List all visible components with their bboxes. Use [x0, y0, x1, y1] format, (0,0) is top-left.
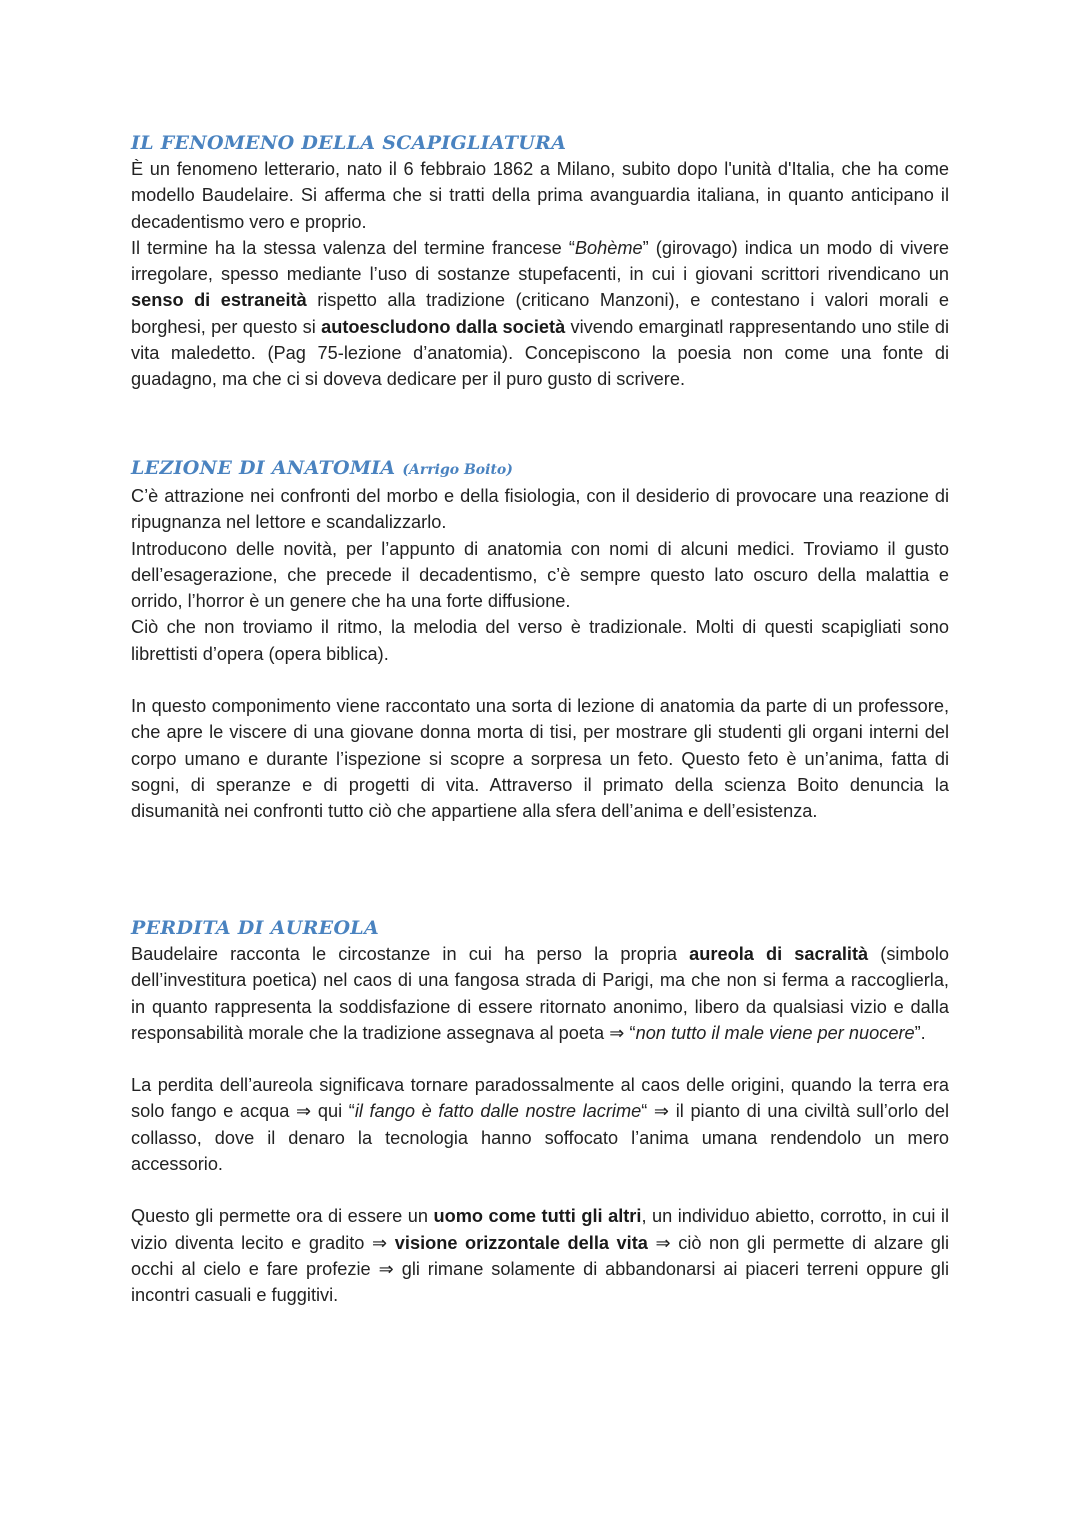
paragraph	[131, 941, 949, 1046]
section-lezione-di-anatomia	[131, 455, 949, 825]
bold-text: uomo come tutti gli altri	[433, 1206, 642, 1227]
text-run: ” (girovago) indica un modo di vivere irregolare, spesso mediante l’uso di sostanze stupefacenti, in cui i giovani scrittori rivendicano un	[131, 237, 950, 285]
bold-text: visione orizzontale della vita	[394, 1232, 648, 1253]
paragraph-gap	[131, 1046, 949, 1072]
heading-author-note: (Arrigo Boito)	[402, 462, 513, 478]
paragraph-gap	[131, 1177, 949, 1203]
paragraph	[131, 156, 949, 235]
bold-text: aureola di sacralità	[689, 944, 869, 964]
section-heading: IL FENOMENO DELLA SCAPIGLIATURA	[131, 132, 567, 154]
section-perdita-di-aureola	[131, 915, 949, 1309]
paragraph	[131, 693, 949, 824]
paragraph	[131, 1203, 949, 1308]
text-run: Introducono delle novità, per l’appunto di anatomia con nomi di alcuni medici. Troviamo il gusto dell’esagerazione, che precede il decadentismo, c’è sempre questo lato oscuro della malattia e orrido, l’horror è un genere che ha una forte diffusione.	[131, 538, 949, 612]
text-run: Il termine ha la stessa valenza del termine francese “	[131, 237, 575, 258]
section-scapigliatura	[131, 130, 949, 393]
text-run: La perdita dell’aureola significava tornare paradossalmente al caos delle origini, quando la terra era solo fango e acqua ⇒ qui “	[131, 1075, 949, 1122]
section-heading	[131, 455, 949, 483]
heading-text: LEZIONE DI ANATOMIA	[131, 457, 396, 479]
paragraph	[131, 614, 949, 667]
text-run: “ ⇒ il pianto di una civiltà sull’orlo del collasso, dove il denaro la tecnologia hanno soffocato l’anima umana rendendolo un mero accessorio.	[131, 1101, 949, 1175]
text-run: In questo componimento viene raccontato una sorta di lezione di anatomia da parte di un professore, che apre le viscere di una giovane donna morta di tisi, per mostrare gli studenti gli organi interni del corpo umano e durante l’ispezione si scopre a sorpresa un feto. Questo feto è un’anima, fatta di sogni, di speranze e di progetti di vita. Attraverso il primato della scienza Boito denuncia la disumanità nei confronti tutto ciò che appartiene alla sfera dell’anima e dell’esistenza.	[131, 696, 949, 822]
section-body	[131, 483, 949, 825]
section-body	[131, 156, 949, 393]
text-run: , un individuo abietto, corrotto, in cui il vizio diventa lecito e gradito ⇒	[131, 1206, 949, 1253]
bold-text: autoescludono dalla società	[321, 316, 566, 337]
paragraph-gap	[131, 667, 949, 693]
text-run: Ciò che non troviamo il ritmo, la melodia del verso è tradizionale. Molti di questi scapigliati sono librettisti d’opera (opera biblica).	[131, 617, 949, 664]
text-run: Questo gli permette ora di essere un	[131, 1206, 434, 1227]
bold-text: senso di estraneità	[131, 290, 307, 311]
italic-text: Bohème	[574, 237, 643, 258]
text-run: ⇒ ciò non gli permette di alzare gli occhi al cielo e fare profezie ⇒ gli rimane solamente di abbandonarsi ai piaceri terreni oppure gli incontri casuali e fuggitivi.	[131, 1232, 949, 1306]
italic-text: non tutto il male viene per nuocere	[635, 1022, 915, 1043]
text-run: vivendo emarginatl rappresentando uno stile di vita maledetto. (Pag 75-lezione d’anatomia). Concepiscono la poesia non come una fonte di guadagno, ma che ci si doveva dedicare per il puro gusto di scrivere.	[131, 316, 949, 390]
italic-text: il fango è fatto dalle nostre lacrime	[354, 1101, 642, 1122]
paragraph	[131, 483, 949, 536]
text-run: (simbolo dell’investitura poetica) nel caos di una fangosa strada di Parigi, ma che non si ferma a raccoglierla, in quanto rappresenta la soddisfazione di essere ritornato anonimo, libero da qualsiasi vizio e dalla responsabilità morale che la tradizione assegnava al poeta ⇒ “	[131, 944, 950, 1043]
text-run: C’è attrazione nei confronti del morbo e della fisiologia, con il desiderio di provocare una reazione di ripugnanza nel lettore e scandalizzarlo.	[131, 486, 949, 533]
paragraph	[131, 1072, 949, 1177]
paragraph	[131, 536, 949, 615]
text-run: ”.	[914, 1022, 926, 1043]
paragraph	[131, 235, 949, 393]
section-heading: PERDITA DI AUREOLA	[131, 917, 379, 939]
section-body	[131, 941, 949, 1309]
text-run: Baudelaire racconta le circostanze in cui ha perso la propria	[131, 944, 690, 964]
text-run: rispetto alla tradizione (criticano Manzoni), e contestano i valori morali e borghesi, per questo si	[131, 290, 949, 337]
text-run: È un fenomeno letterario, nato il 6 febbraio 1862 a Milano, subito dopo l'unità d'Italia, che ha come modello Baudelaire. Si afferma che si tratti della prima avanguardia italiana, in quanto anticipano il decadentismo vero e proprio.	[131, 159, 949, 232]
